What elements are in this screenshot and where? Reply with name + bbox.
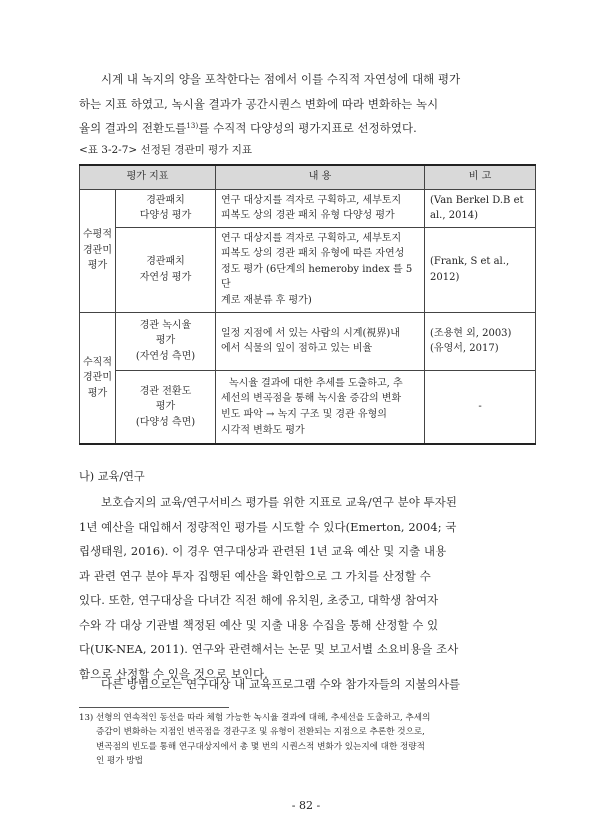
note-cell <box>425 370 536 444</box>
item-cell <box>116 312 216 370</box>
table-row <box>80 189 536 227</box>
body-line: 립생태원, 2016). 이 경우 연구대상과 관련된 1년 교육 예산 및 지출 내용 <box>79 544 447 558</box>
header-note: 비 고 <box>425 165 536 189</box>
footnote-text <box>96 711 535 769</box>
content-line: 연구 대상지를 격자로 구획하고, 세부토지 <box>221 194 402 206</box>
category-line: 수평적 <box>83 229 112 241</box>
item-cell <box>116 189 216 227</box>
content-line: 빈도 파악 → 녹지 구조 및 경관 유형의 <box>221 408 387 420</box>
content-line: 피복도 상의 경관 패치 유형 다양성 평가 <box>221 210 395 222</box>
content-cell <box>216 189 425 227</box>
content-line: 세선의 변곡점을 통해 녹시율 증감의 변화 <box>221 393 402 405</box>
content-line: 피복도 상의 경관 패치 유형에 따른 자연성 <box>221 248 405 260</box>
item-line: 경관 전환도 <box>139 385 192 397</box>
note-line: (조용현 외, 2003) <box>430 327 512 339</box>
note-line: al., 2014) <box>430 210 479 222</box>
footnote-line: 변곡점의 빈도를 통해 연구대상지에서 총 몇 번의 시퀀스적 변화가 있는지에 대한 정량적 <box>96 741 425 752</box>
body-line: 수와 각 대상 기관별 책정된 예산 및 지출 내용 수집을 통해 산정할 수 있 <box>79 617 439 632</box>
note-line: (유영서, 2017) <box>430 343 499 355</box>
item-line: 경관패치 <box>146 256 185 268</box>
item-line: 경관패치 <box>146 194 185 206</box>
content-line: 연구 대상지를 격자로 구획하고, 세부토지 <box>221 232 402 244</box>
category-line: 경관미 <box>83 372 112 384</box>
body-line: 있다. 또한, 연구대상을 다녀간 직전 해에 유치원, 초중고, 대학생 참여자 <box>79 593 439 607</box>
table-row <box>80 370 536 444</box>
content-cell <box>216 312 425 370</box>
note-line: (Van Berkel D.B et <box>430 194 524 206</box>
table-caption: <표 3-2-7> 선정된 경관미 평가 지표 <box>79 144 252 156</box>
category-line: 평가 <box>87 260 108 272</box>
footnote <box>79 711 535 769</box>
item-line: 자연성 평가 <box>139 271 192 283</box>
item-cell <box>116 370 216 444</box>
content-line: 계로 재분류 후 평가) <box>221 295 312 307</box>
footnote-number: 13) <box>79 713 94 723</box>
content-line: 녹시율 결과에 대한 추세를 도출하고, 추 <box>229 377 403 389</box>
content-line: 시각적 변화도 평가 <box>221 424 305 436</box>
body-paragraph <box>79 490 535 686</box>
item-cell <box>116 227 216 312</box>
note-line: (Frank, S et al., <box>430 256 510 268</box>
note-line: 2012) <box>430 271 460 283</box>
landscape-index-table <box>79 164 536 445</box>
body-line: 함으로 산정할 수 있을 것으로 보인다. <box>79 666 268 681</box>
category-line: 평가 <box>87 387 108 399</box>
note-cell <box>425 189 536 227</box>
intro-line-text: 를 수직적 다양성의 평가지표로 선정하였다. <box>198 121 417 135</box>
item-line: 평가 <box>155 335 176 347</box>
content-cell <box>216 370 425 444</box>
note-dash: - <box>478 401 482 413</box>
note-cell <box>425 227 536 312</box>
body-line: 과 관련 연구 분야 투자 집행된 예산을 확인함으로 그 가치를 산정할 수 <box>79 568 431 583</box>
footnote-line: 인 평가 방법 <box>96 756 143 767</box>
body-line: 보호습지의 교육/연구서비스 평가를 위한 지표로 교육/연구 분야 투자된 <box>101 495 457 509</box>
header-content: 내 용 <box>216 165 425 189</box>
footnote-ref: 13) <box>186 122 199 130</box>
category-horizontal <box>80 189 116 312</box>
item-line: 평가 <box>155 401 176 413</box>
header-index: 평가 지표 <box>80 165 216 189</box>
item-line: (자연성 측면) <box>135 350 196 362</box>
last-paragraph: 다른 방법으로는 연구대상 내 교육프로그램 수와 참가자들의 지불의사를 <box>101 677 461 691</box>
content-line: 정도 평가 (6단계의 hemeroby index 를 5단 <box>221 263 413 291</box>
category-vertical <box>80 312 116 444</box>
table-header-row <box>80 165 536 189</box>
intro-line: 하는 지표 하였고, 녹시율 결과가 공간시퀀스 변화에 따라 변화하는 녹시 <box>79 96 439 111</box>
footnote-line: 선형의 연속적인 동선을 따라 체험 가능한 녹시율 결과에 대해, 추세선을 도출하고, 추세의 <box>96 713 431 723</box>
item-line: 경관 녹시율 <box>139 319 192 331</box>
footnote-line: 증감이 변화하는 지점인 변곡점을 경관구조 및 유형이 전환되는 지점으로 추론한 것으로, <box>96 727 425 738</box>
section-subheading: 나) 교육/연구 <box>79 470 145 483</box>
category-line: 경관미 <box>83 244 112 256</box>
footnote-divider <box>79 707 229 708</box>
table-row <box>80 227 536 312</box>
item-line: 다양성 평가 <box>139 210 192 222</box>
intro-paragraph <box>79 67 535 141</box>
content-line: 일정 지점에 서 있는 사람의 시계(視界)내 <box>221 327 400 339</box>
intro-line: 시계 내 녹지의 양을 포착한다는 점에서 이를 수직적 자연성에 대해 평가 <box>101 72 461 86</box>
intro-line <box>79 116 535 141</box>
intro-line-text: 율의 결과의 전환도를 <box>79 121 187 135</box>
content-cell <box>216 227 425 312</box>
table-row <box>80 312 536 370</box>
category-line: 수직적 <box>83 356 112 368</box>
page-number: - 82 - <box>291 799 321 812</box>
body-line: 다(UK-NEA, 2011). 연구와 관련해서는 논문 및 보고서별 소요비용을 조사 <box>79 642 459 656</box>
note-cell <box>425 312 536 370</box>
item-line: (다양성 측면) <box>135 416 196 428</box>
content-line: 에서 식물의 잎이 점하고 있는 비율 <box>221 343 373 355</box>
body-line: 1년 예산을 대입해서 정량적인 평가를 시도할 수 있다(Emerton, 2004; 국 <box>79 519 457 534</box>
